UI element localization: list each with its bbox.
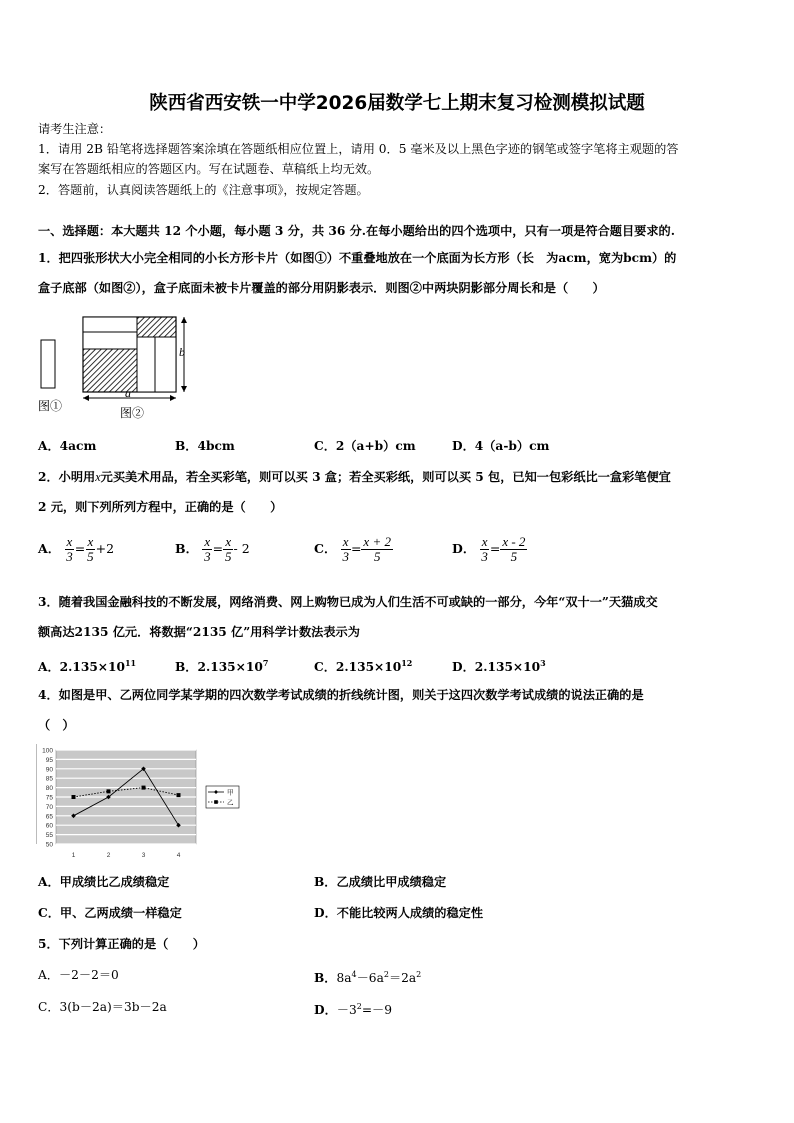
- q1-option-d[interactable]: D．4（a-b）cm: [452, 439, 550, 453]
- label-a: a: [125, 386, 131, 400]
- q5-option-b[interactable]: B．$8a^4-6a^2=2a^2$: [314, 970, 422, 986]
- y-tick-label: 50: [45, 841, 53, 849]
- y-tick-label: 95: [45, 756, 53, 764]
- q4-text-2: （ ）: [38, 718, 75, 732]
- q2-option-c[interactable]: C． $\frac{x}{3}$ = $\frac{x + 2}{5}$: [314, 534, 391, 564]
- series-point: [72, 795, 76, 799]
- fig2-shade-2: [137, 317, 176, 337]
- series-point: [107, 789, 111, 793]
- y-tick-label: 75: [45, 794, 53, 802]
- q4-option-a[interactable]: A．甲成绩比乙成绩稳定: [38, 875, 170, 889]
- q1-option-c[interactable]: C．2（a+b）cm: [314, 439, 416, 453]
- q3-option-b[interactable]: B．$2.135\times 10^7$: [175, 658, 269, 675]
- x-tick-label: 4: [176, 852, 181, 859]
- q3-option-c[interactable]: C．$2.135\times 10^{12}$: [314, 658, 413, 675]
- fig1-caption: 图①: [38, 399, 63, 413]
- y-tick-label: 90: [45, 766, 53, 774]
- page-title: 陕西省西安铁一中学2026届数学七上期末复习检测模拟试题: [149, 93, 645, 114]
- legend-label: 甲: [227, 788, 234, 797]
- y-tick-label: 55: [45, 832, 53, 840]
- section-heading: 一、选择题：本大题共 12 个小题，每小题 3 分，共 36 分.在每小题给出的四个选项中，只有一项是符合题目要求的.: [38, 224, 675, 238]
- q4-option-b[interactable]: B．乙成绩比甲成绩稳定: [314, 875, 447, 889]
- q3-option-d[interactable]: D．$2.135\times 10^3$: [452, 658, 546, 675]
- q3-text-2: 额高达2135 亿元．将数据“2135 亿”用科学计数法表示为: [38, 625, 360, 639]
- x-tick-label: 2: [106, 852, 111, 859]
- q3-option-a[interactable]: A．$2.135\times 10^{11}$: [38, 658, 137, 675]
- notice-line-1: 1．请用 2B 铅笔将选择题答案涂填在答题纸相应位置上，请用 0．5 毫米及以上黑色字迹的钢笔或签字笔将主观题的答: [38, 142, 679, 156]
- q5-option-a[interactable]: A．－2－2＝0: [38, 968, 119, 982]
- y-tick-label: 85: [45, 775, 53, 783]
- q2-text-1: 2．小明用x元买美术用品，若全买彩笔，则可以买 3 盒；若全买彩纸，则可以买 5 包，已知一包彩纸比一盒彩笔便宜: [38, 470, 671, 484]
- q1-option-a[interactable]: A．4acm: [38, 439, 97, 453]
- y-tick-label: 65: [45, 813, 53, 821]
- q1-text-2: 盒子底部（如图②），盒子底面未被卡片覆盖的部分用阴影表示．则图②中两块阴影部分周长和是（ ）: [38, 281, 605, 295]
- q5-option-d[interactable]: D．$-3^2=-9$: [314, 1002, 392, 1018]
- fig2-caption: 图②: [120, 406, 145, 420]
- q2-option-b[interactable]: B． $\frac{x}{3}$ = $\frac{x}{5}$ - 2: [175, 534, 250, 564]
- legend-box: [206, 786, 239, 808]
- y-tick-label: 100: [42, 747, 53, 755]
- q4-line-chart: [36, 744, 241, 862]
- q1-option-b[interactable]: B．4bcm: [175, 439, 235, 453]
- q5-text: 5．下列计算正确的是（ ）: [38, 937, 205, 951]
- label-b: b: [179, 345, 185, 359]
- series-point: [142, 786, 146, 790]
- q2-text-2: 2 元，则下列所列方程中，正确的是（ ）: [38, 500, 283, 514]
- notice-heading: 请考生注意：: [38, 122, 112, 136]
- fig1-card: [41, 340, 55, 388]
- q4-option-c[interactable]: C．甲、乙两成绩一样稳定: [38, 906, 182, 920]
- q4-option-d[interactable]: D．不能比较两人成绩的稳定性: [314, 906, 484, 920]
- q3-text-1: 3．随着我国金融科技的不断发展，网络消费、网上购物已成为人们生活不可或缺的一部分，今年“双十一”天猫成交: [38, 595, 658, 609]
- series-point: [177, 793, 181, 797]
- legend-label: 乙: [227, 798, 234, 807]
- q4-text-1: 4．如图是甲、乙两位同学某学期的四次数学考试成绩的折线统计图，则关于这四次数学考试成绩的说法正确的是: [38, 688, 644, 702]
- x-tick-label: 1: [71, 852, 76, 859]
- y-tick-label: 80: [45, 785, 53, 793]
- q5-option-c[interactable]: C．3(b－2a)＝3b－2a: [38, 1000, 167, 1014]
- q2-option-a[interactable]: A． $\frac{x}{3}$ = $\frac{x}{5}$ +2: [38, 534, 115, 564]
- y-tick-label: 70: [45, 803, 53, 811]
- notice-line-3: 2．答题前，认真阅读答题纸上的《注意事项》，按规定答题。: [38, 183, 369, 197]
- notice-line-2: 案写在答题纸相应的答题区内。写在试题卷、草稿纸上均无效。: [38, 162, 380, 176]
- x-tick-label: 3: [141, 852, 146, 859]
- q2-option-d[interactable]: D． $\frac{x}{3}$ = $\frac{x - 2}{5}$: [452, 534, 526, 564]
- q1-text-1: 1．把四张形状大小完全相同的小长方形卡片（如图①）不重叠地放在一个底面为长方形（长 为acm，宽为bcm）的: [38, 251, 677, 265]
- y-tick-label: 60: [45, 822, 53, 830]
- legend-marker: [214, 800, 218, 804]
